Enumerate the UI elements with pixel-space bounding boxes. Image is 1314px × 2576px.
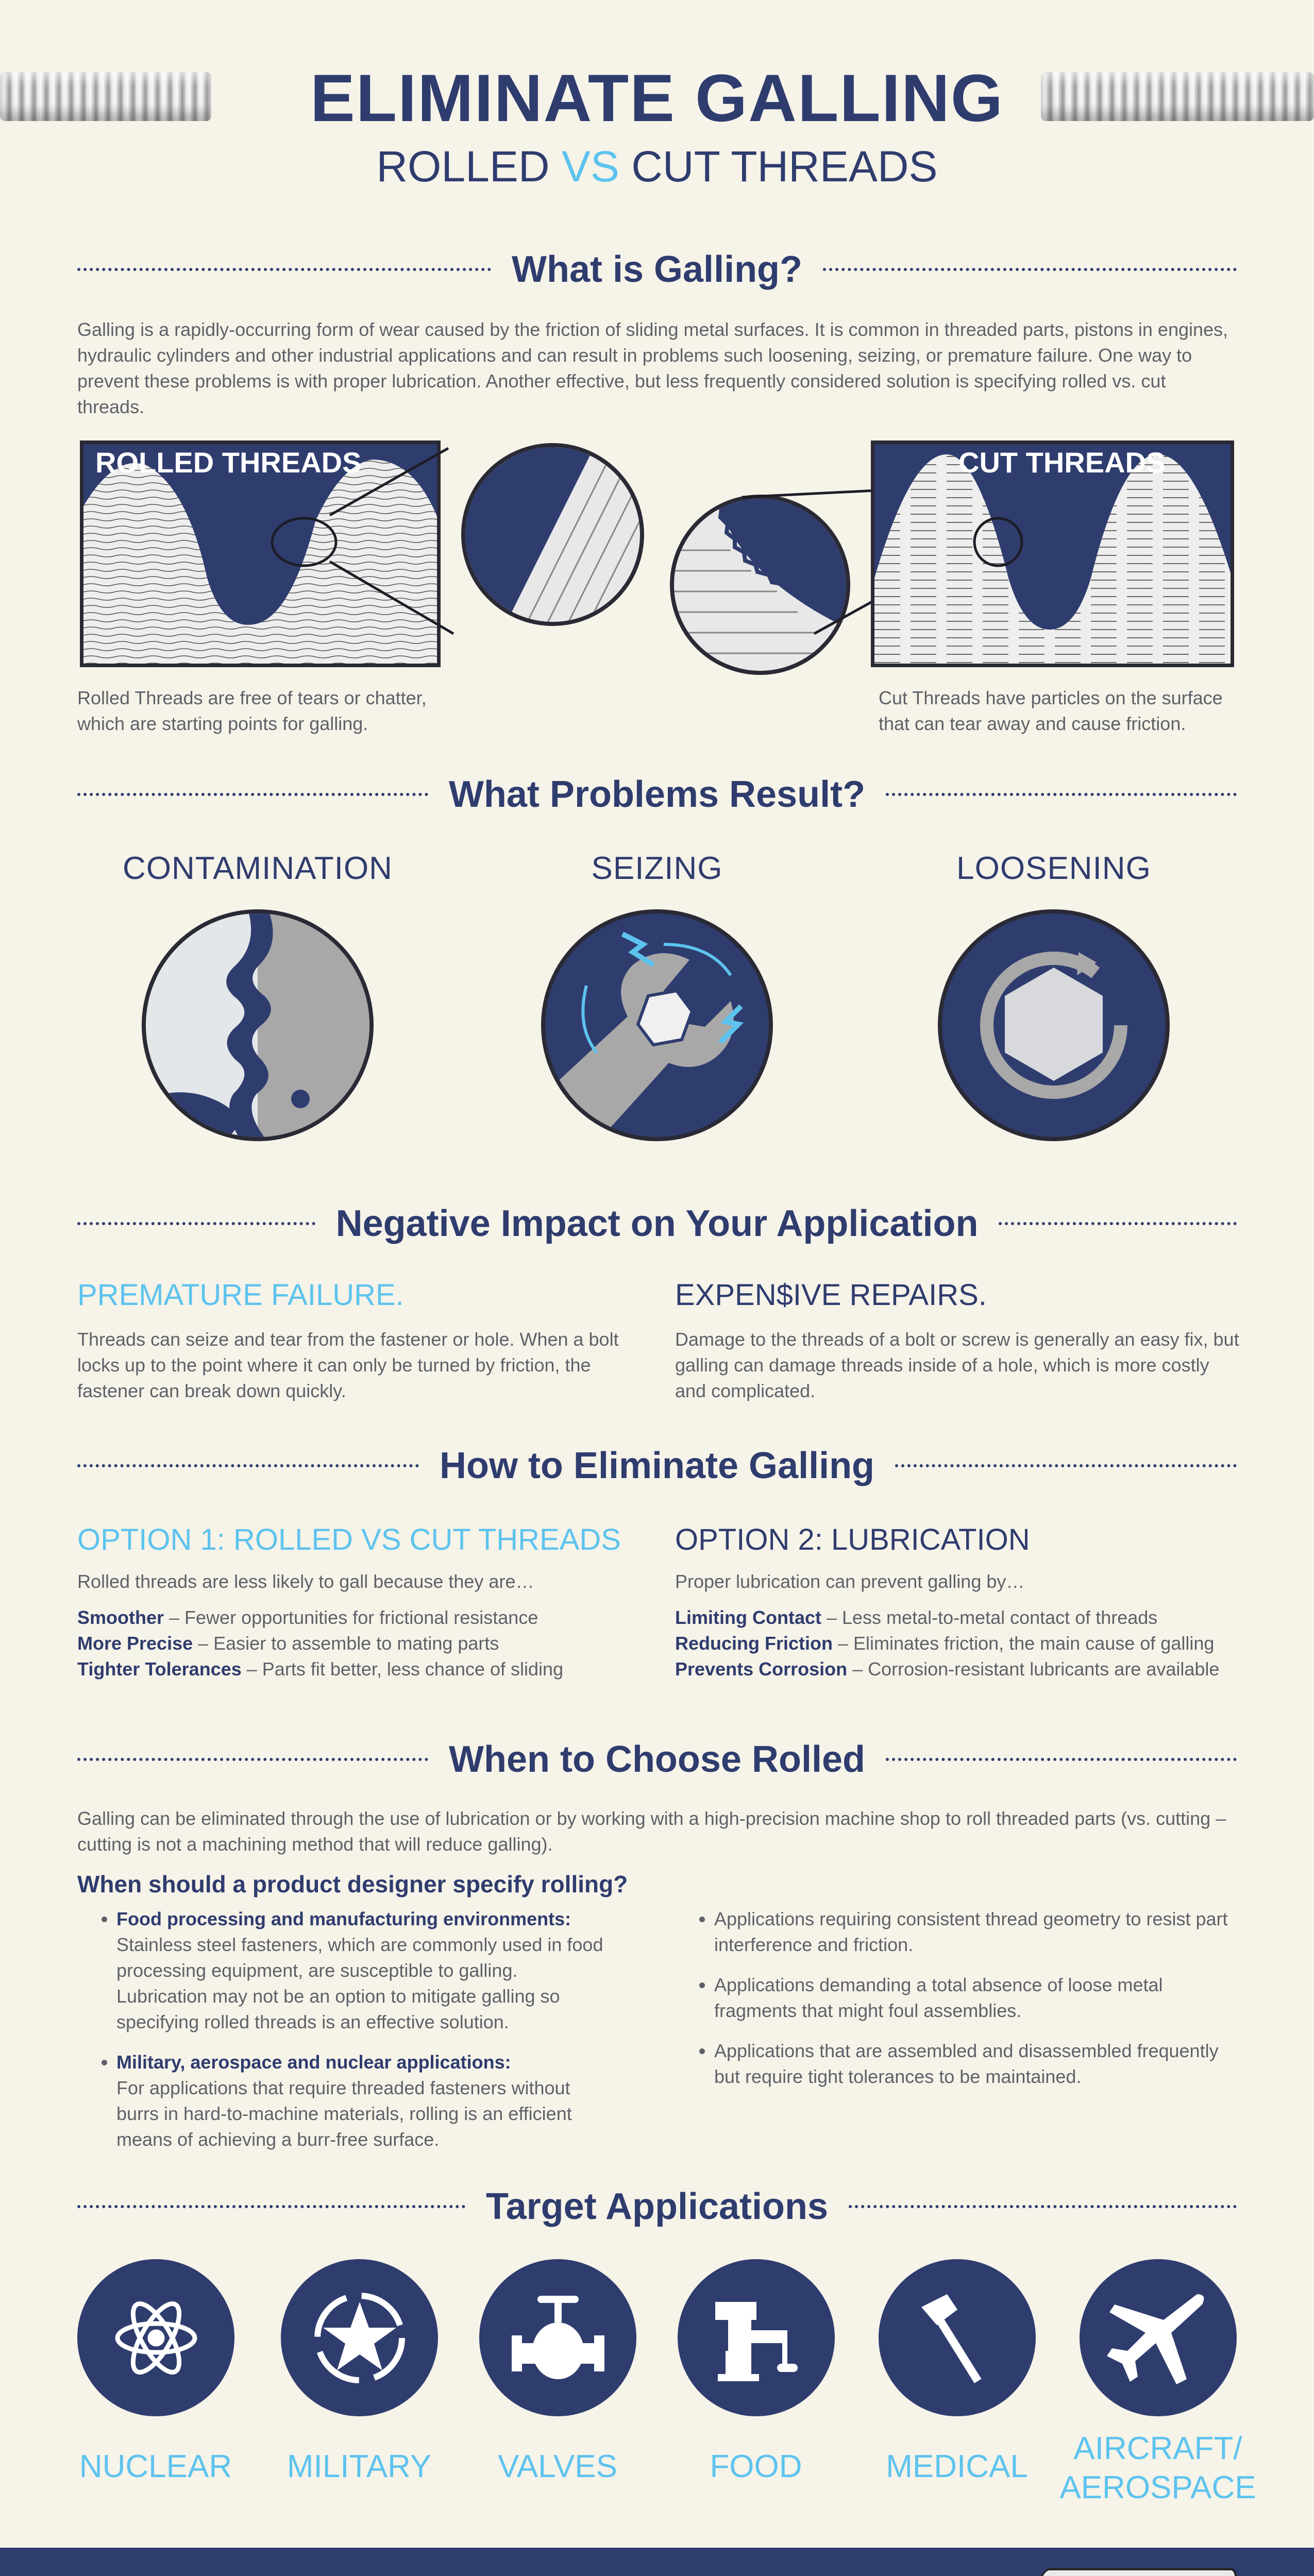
app-label-nuclear: NUCLEAR	[79, 2449, 232, 2484]
premature-failure-title: PREMATURE FAILURE.	[77, 1278, 404, 1312]
expensive-repairs-text: Damage to the threads of a bolt or screw is generally an easy fix, but galling can damage threads inside of a hole, which is more costly and complicated.	[675, 1329, 1239, 1401]
rolled-zoom-circle	[461, 443, 644, 626]
rotate-hex-icon	[938, 909, 1170, 1141]
star-icon	[281, 2259, 438, 2416]
option2-intro: Proper lubrication can prevent galling by…	[675, 1571, 1025, 1592]
section-title: Target Applications	[485, 2186, 829, 2227]
what-paragraph: Galling is a rapidly-occurring form of wear caused by the friction of sliding metal surfaces. It is common in threaded parts, pistons in engines, hydraulic cylinders and other industrial applications and can result in problems such loosening, seizing, or premature failure. One way to prevent these problems is with proper lubrication. Another effective, but less frequently considered solution is specifying rolled vs. cut threads.	[77, 319, 1228, 417]
valve-icon	[479, 2259, 636, 2416]
meat-grinder-icon	[678, 2259, 835, 2416]
app-label-valves: VALVES	[497, 2449, 618, 2484]
section-header-choose	[77, 1736, 1237, 1783]
app-label-food: FOOD	[710, 2449, 802, 2484]
option1-item: More Precise – Easier to assemble to mating parts	[77, 1633, 499, 1654]
section-title: Negative Impact on Your Application	[335, 1203, 979, 1244]
option2-item: Limiting Contact – Less metal-to-metal contact of threads	[675, 1607, 1158, 1628]
list-item: • Military, aerospace and nuclear applications: For applications that require threaded fasteners without burrs in hard-to-machine materials, rolling is an efficient means of achieving a burr-free surface.	[116, 2049, 608, 2153]
atom-icon	[77, 2259, 234, 2416]
section-title: What Problems Result?	[448, 774, 866, 815]
app-label-military: MILITARY	[287, 2449, 432, 2484]
option2-item: Reducing Friction – Eliminates friction, the main cause of galling	[675, 1633, 1215, 1654]
subtitle-cut: CUT THREADS	[631, 142, 938, 191]
app-label-aircraft: AIRCRAFT/ AEROSPACE	[1059, 2431, 1256, 2505]
list-item: • Applications demanding a total absence of loose metal fragments that might foul assemblies.	[714, 1972, 1237, 2024]
option2-list	[675, 1605, 1268, 1682]
section-title: How to Eliminate Galling	[439, 1445, 875, 1486]
page-subtitle	[0, 142, 1314, 192]
footer	[0, 2548, 1314, 2576]
choose-left-list	[93, 1906, 608, 2167]
cut-threads-label: CUT THREADS	[958, 446, 1166, 479]
cut-caption: Cut Threads have particles on the surface that can tear away and cause friction.	[879, 687, 1223, 734]
rolled-zoom-connector	[325, 438, 479, 654]
section-header-what	[77, 246, 1237, 293]
app-label-medical: MEDICAL	[886, 2449, 1028, 2484]
wrench-icon	[541, 909, 773, 1141]
option2-title: OPTION 2: LUBRICATION	[675, 1523, 1030, 1556]
section-header-problems	[77, 771, 1237, 818]
problem-label-seizing: SEIZING	[591, 851, 723, 886]
choose-right-list	[690, 1906, 1237, 2104]
section-header-target	[77, 2183, 1237, 2230]
section-header-impact	[77, 1200, 1237, 1247]
problem-label-loosening: LOOSENING	[956, 851, 1151, 886]
section-title: What is Galling?	[512, 249, 803, 290]
list-item: • Applications requiring consistent thread geometry to resist part interference and friction.	[714, 1906, 1237, 1958]
option1-list	[77, 1605, 644, 1682]
option1-title: OPTION 1: ROLLED VS CUT THREADS	[77, 1523, 621, 1556]
vallorbs-logo	[1031, 2568, 1241, 2576]
rolled-caption: Rolled Threads are free of tears or chatter, which are starting points for galling.	[77, 687, 427, 734]
option1-intro: Rolled threads are less likely to gall because they are…	[77, 1571, 534, 1592]
subtitle-rolled: ROLLED	[376, 142, 550, 191]
choose-question: When should a product designer specify rolling?	[77, 1871, 628, 1897]
option1-item: Smoother – Fewer opportunities for frictional resistance	[77, 1607, 538, 1628]
contamination-icon	[142, 909, 374, 1141]
section-title: When to Choose Rolled	[449, 1739, 865, 1780]
subtitle-vs: VS	[561, 142, 619, 191]
rolled-threads-label: ROLLED THREADS	[95, 446, 362, 479]
option2-item: Prevents Corrosion – Corrosion-resistant lubricants are available	[675, 1658, 1220, 1680]
choose-intro: Galling can be eliminated through the use of lubrication or by working with a high-precision machine shop to roll threaded parts (vs. cutting – cutting is not a machining method that will reduce galling).	[77, 1808, 1226, 1855]
page-title: ELIMINATE GALLING	[310, 60, 1004, 135]
premature-failure-text: Threads can seize and tear from the fastener or hole. When a bolt locks up to the point where it can only be turned by friction, the fastener can break down quickly.	[77, 1329, 619, 1401]
section-header-eliminate	[77, 1443, 1237, 1489]
reflex-hammer-icon	[879, 2259, 1036, 2416]
expensive-repairs-title: EXPEN$IVE REPAIRS.	[675, 1278, 987, 1312]
list-item: • Applications that are assembled and disassembled frequently but require tight tolerances to be maintained.	[714, 2038, 1237, 2090]
airplane-icon	[1080, 2259, 1237, 2416]
list-item: • Food processing and manufacturing environments: Stainless steel fasteners, which are commonly used in food processing equipment, are susceptible to galling. Lubrication may not be an option to mitigate galling so specifying rolled threads is an effective solution.	[116, 1906, 608, 2035]
option1-item: Tighter Tolerances – Parts fit better, less chance of sliding	[77, 1658, 564, 1680]
problem-label-contamination: CONTAMINATION	[123, 851, 393, 886]
